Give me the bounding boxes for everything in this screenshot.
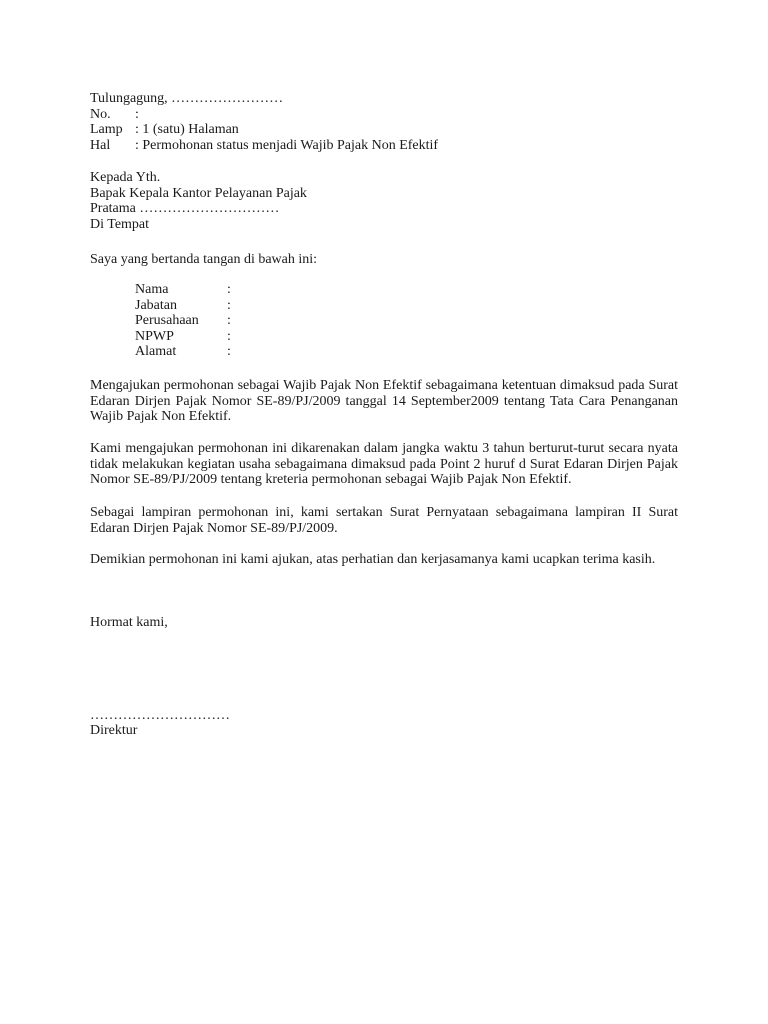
field-row xyxy=(135,344,231,360)
field-label: Alamat xyxy=(135,344,177,359)
number-label: No. xyxy=(90,106,111,122)
field-row xyxy=(135,313,231,329)
place-date: Tulungagung, …………………… xyxy=(90,91,284,106)
subject-value: : Permohonan status menjadi Wajib Pajak Non Efektif xyxy=(135,137,439,153)
number-value: : xyxy=(135,106,139,122)
paragraph-reason: Kami mengajukan permohonan ini dikarenakan dalam jangka waktu 3 tahun berturut-turut secara nyata tidak melakukan kegiatan usaha sebagaimana dimaksud pada Point 2 huruf d Surat Edaran Dirjen Pajak Nomor SE-89/PJ/2009 tentang kreteria permohonan sebagai Wajib Pajak Non Efektif. xyxy=(90,441,678,487)
field-row xyxy=(135,298,231,314)
attachment-row xyxy=(90,122,678,138)
paragraph-closing: Demikian permohonan ini kami ajukan, atas perhatian dan kerjasamanya kami ucapkan terima kasih. xyxy=(90,552,656,567)
paragraph-request: Mengajukan permohonan sebagai Wajib Pajak Non Efektif sebagaimana ketentuan dimaksud pada Surat Edaran Dirjen Pajak Nomor SE-89/PJ/2009 tanggal 14 September2009 tentang Tata Cara Penanganan Wajib Pajak Non Efektif. xyxy=(90,378,678,424)
field-colon: : xyxy=(227,344,231,359)
recipient-line: Kepada Yth. xyxy=(90,170,161,185)
salutation: Hormat kami, xyxy=(90,615,168,630)
field-label: Nama xyxy=(135,282,169,297)
field-label: Perusahaan xyxy=(135,313,199,328)
recipient-line: Di Tempat xyxy=(90,216,150,232)
recipient-line: Pratama ………………………… xyxy=(90,201,280,216)
attachment-value: : 1 (satu) Halaman xyxy=(135,122,239,137)
field-label: NPWP xyxy=(135,328,174,344)
signature-name-line: ………………………… xyxy=(90,708,230,723)
field-label: Jabatan xyxy=(135,297,177,313)
paragraph-attachment: Sebagai lampiran permohonan ini, kami sertakan Surat Pernyataan sebagaimana lampiran II Surat Edaran Dirjen Pajak Nomor SE-89/PJ/2009. xyxy=(90,505,678,536)
recipient-block xyxy=(90,170,678,232)
number-row xyxy=(90,107,678,123)
subject-row xyxy=(90,138,678,154)
identity-fields xyxy=(135,282,231,360)
field-colon: : xyxy=(227,328,231,344)
letter-header xyxy=(90,91,678,153)
signer-title: Direktur xyxy=(90,723,138,738)
field-row xyxy=(135,329,231,345)
attachment-label: Lamp xyxy=(90,122,123,137)
field-colon: : xyxy=(227,282,231,297)
recipient-line: Bapak Kepala Kantor Pelayanan Pajak xyxy=(90,185,307,201)
field-colon: : xyxy=(227,313,231,328)
field-row xyxy=(135,282,231,298)
subject-label: Hal xyxy=(90,137,111,153)
intro-line: Saya yang bertanda tangan di bawah ini: xyxy=(90,252,318,267)
field-colon: : xyxy=(227,297,231,313)
